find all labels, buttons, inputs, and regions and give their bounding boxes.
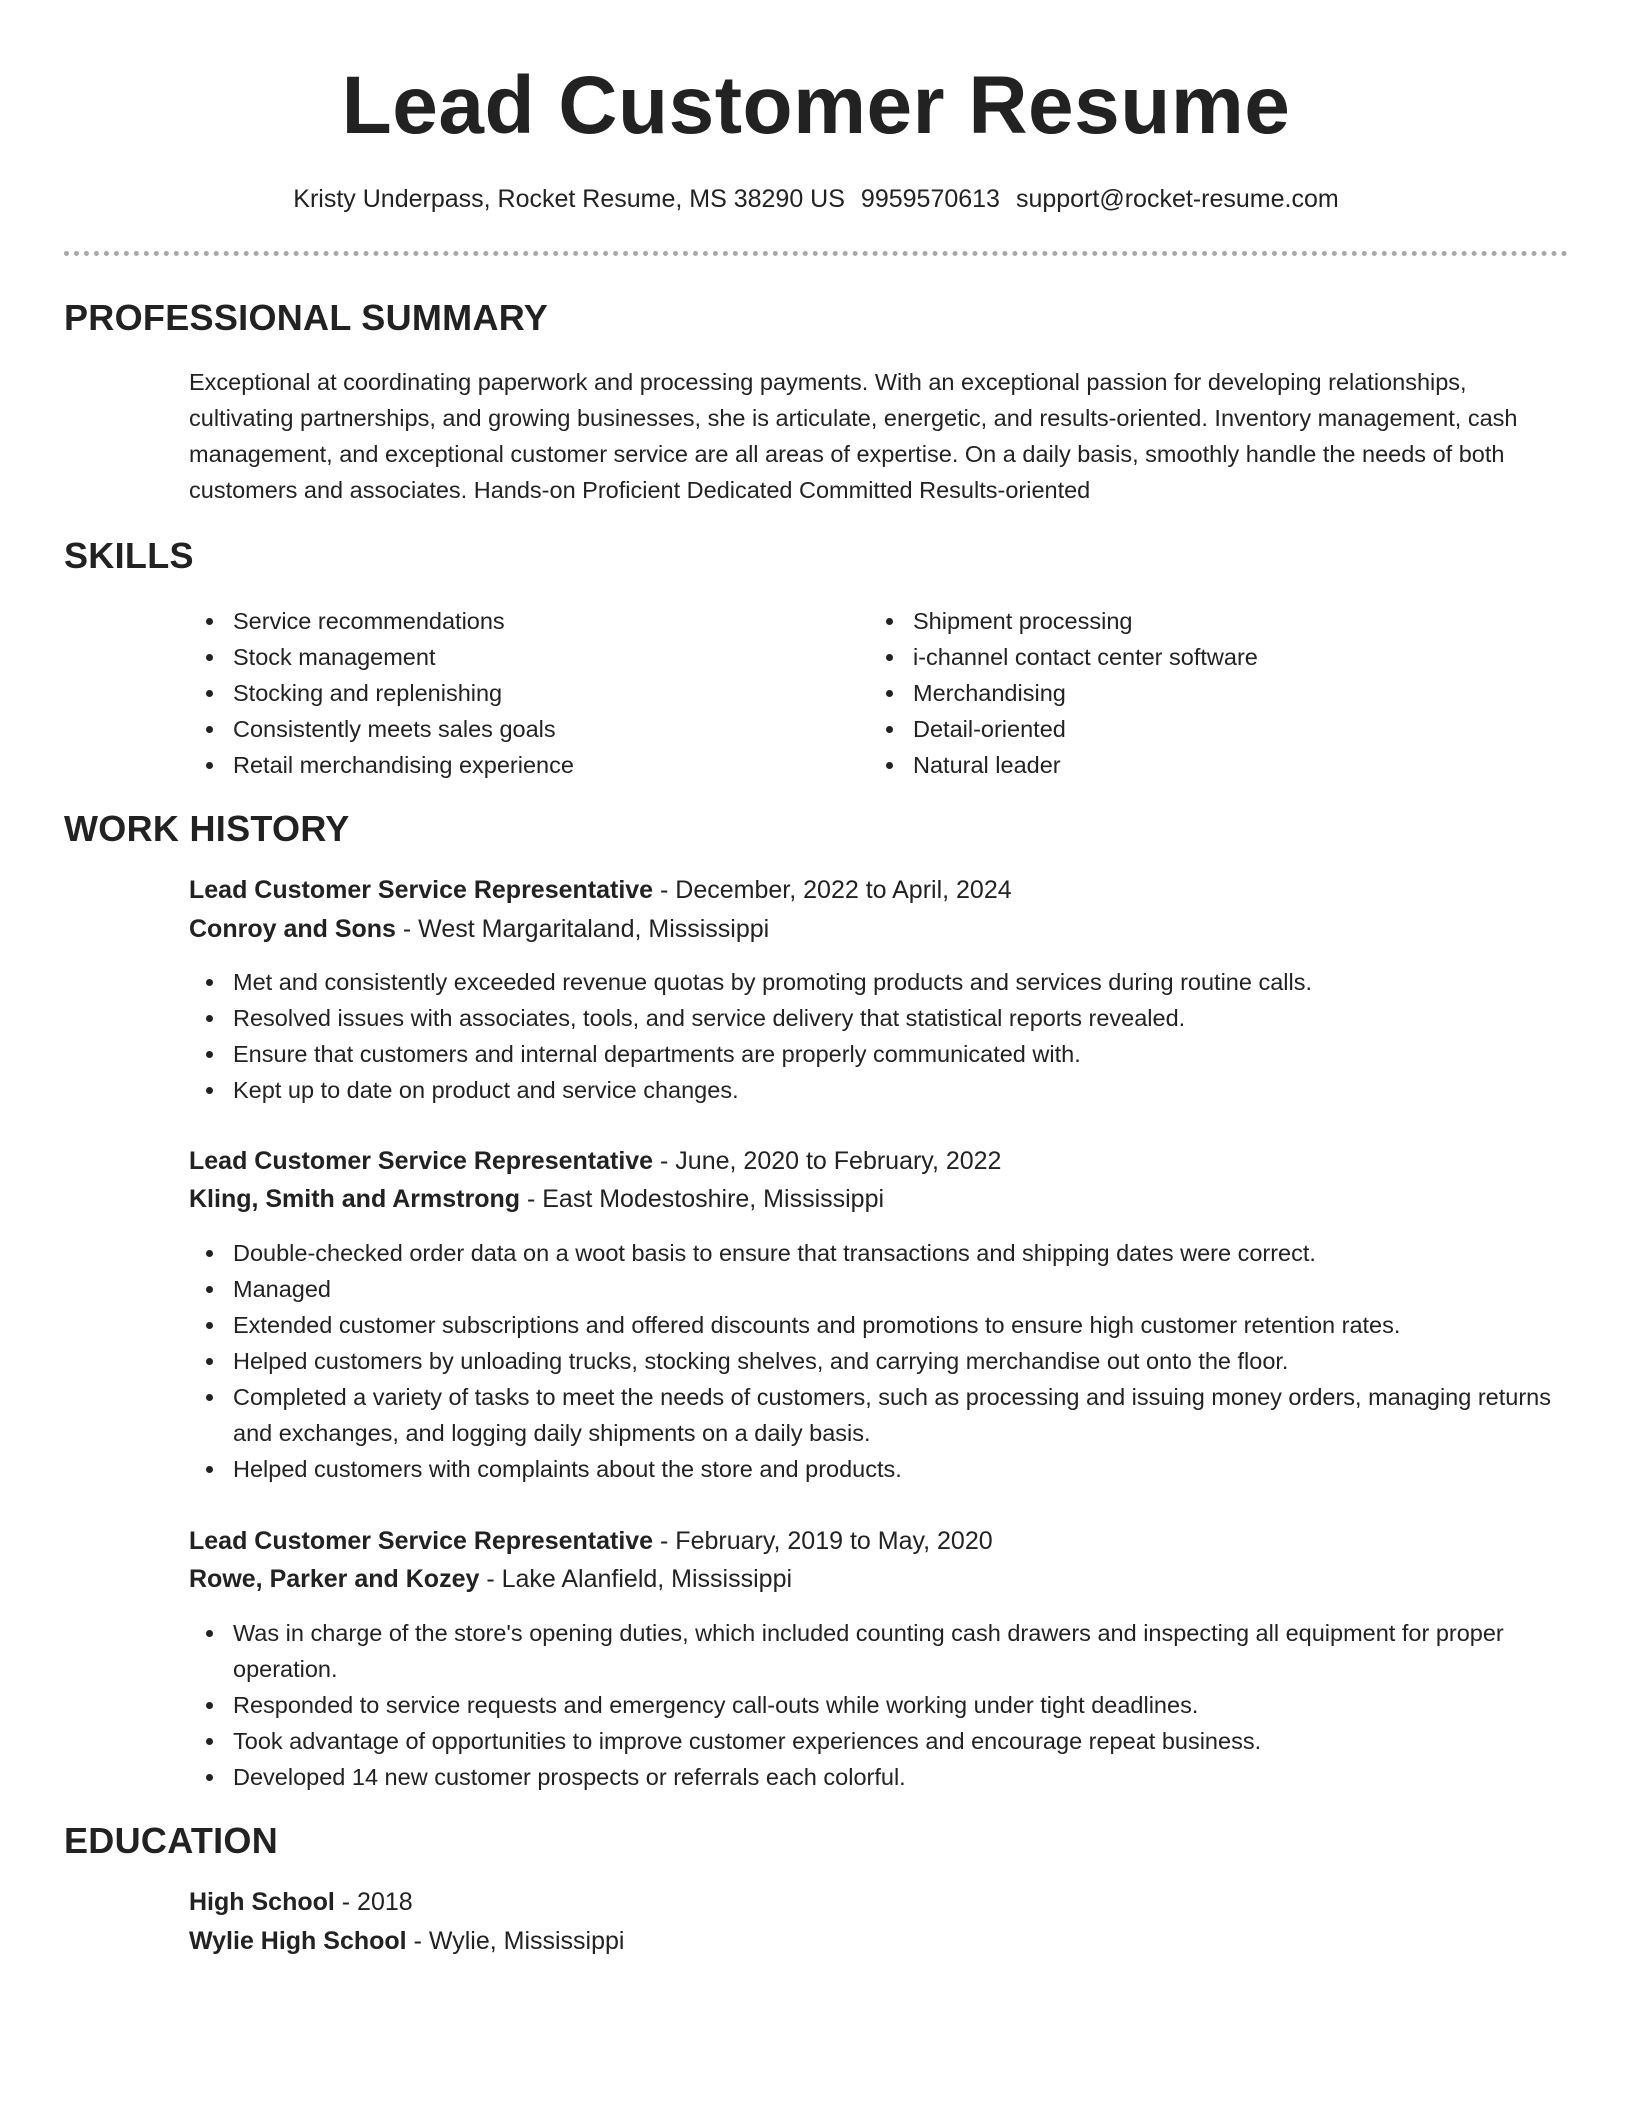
education-school: Wylie High School [189,1927,407,1955]
skills-list-left [189,603,829,783]
job-location: - East Modestoshire, Mississippi [520,1185,885,1213]
job-title: Lead Customer Service Representative [189,1147,654,1175]
skill-item: Merchandising [869,675,1569,711]
job-bullet: Extended customer subscriptions and offered discounts and promotions to ensure high customer retention rates. [189,1307,1569,1343]
skill-item: i-channel contact center software [869,639,1569,675]
job-title: Lead Customer Service Representative [189,876,654,904]
job-company-line [189,1181,884,1217]
skill-item: Consistently meets sales goals [189,711,829,747]
job-bullet: Took advantage of opportunities to improve customer experiences and encourage repeat business. [189,1723,1569,1759]
job-bullets [189,964,1569,1108]
summary-text: Exceptional at coordinating paperwork and processing payments. With an exceptional passion for developing relationships, cultivating partnerships, and growing businesses, she is articulate, energetic, and results-oriented. Inventory management, cash management, and exceptional customer service are all areas of expertise. On a daily basis, smoothly handle the needs of both customers and associates. Hands-on Proficient Dedicated Committed Results-oriented [189,369,1518,503]
skills-list-right [869,603,1569,783]
job-bullets [189,1615,1569,1795]
job-company-line [189,911,769,947]
job-bullet: Ensure that customers and internal departments are properly communicated with. [189,1036,1569,1072]
skill-item: Service recommendations [189,603,829,639]
job-location: - West Margaritaland, Mississippi [395,915,770,943]
skill-item: Stock management [189,639,829,675]
job-title-line [189,1523,993,1559]
skill-item: Shipment processing [869,603,1569,639]
job-bullet: Completed a variety of tasks to meet the needs of customers, such as processing and issuing money orders, managing returns and exchanges, and logging daily shipments on a daily basis. [189,1379,1569,1451]
resume-title: Lead Customer Resume [341,60,1291,151]
job-title: Lead Customer Service Representative [189,1527,654,1555]
job-bullet: Helped customers by unloading trucks, stocking shelves, and carrying merchandise out onto the floor. [189,1343,1569,1379]
education-degree-line [189,1884,413,1920]
skill-item: Stocking and replenishing [189,675,829,711]
contact-line [0,182,1632,216]
education-school-line [189,1923,624,1959]
job-bullet: Resolved issues with associates, tools, and service delivery that statistical reports revealed. [189,1000,1569,1036]
contact-address: Kristy Underpass, Rocket Resume, MS 38290 US [293,185,845,213]
education-location: - Wylie, Mississippi [406,1927,625,1955]
job-company: Kling, Smith and Armstrong [189,1185,521,1213]
job-bullet: Double-checked order data on a woot basis to ensure that transactions and shipping dates were correct. [189,1235,1569,1271]
skill-item: Retail merchandising experience [189,747,829,783]
contact-email: support@rocket-resume.com [1015,185,1339,213]
job-bullet: Helped customers with complaints about the store and products. [189,1451,1569,1487]
job-bullet: Was in charge of the store's opening duties, which included counting cash drawers and inspecting all equipment for proper operation. [189,1615,1569,1687]
job-dates: - February, 2019 to May, 2020 [653,1527,993,1555]
work-history-heading: WORK HISTORY [64,808,350,849]
skills-heading: SKILLS [64,535,194,576]
education-year: - 2018 [334,1888,413,1916]
education-degree: High School [189,1888,335,1916]
job-company-line [189,1561,792,1597]
job-title-line [189,872,1012,908]
job-dates: - June, 2020 to February, 2022 [653,1147,1002,1175]
skill-item: Detail-oriented [869,711,1569,747]
job-bullet: Managed [189,1271,1569,1307]
job-company: Conroy and Sons [189,915,396,943]
header-divider [64,251,1568,256]
job-bullet: Responded to service requests and emergency call-outs while working under tight deadlines. [189,1687,1569,1723]
job-bullet: Met and consistently exceeded revenue quotas by promoting products and services during routine calls. [189,964,1569,1000]
job-company: Rowe, Parker and Kozey [189,1565,480,1593]
job-location: - Lake Alanfield, Mississippi [479,1565,793,1593]
job-bullet: Developed 14 new customer prospects or referrals each colorful. [189,1759,1569,1795]
job-bullets [189,1235,1569,1487]
summary-heading: PROFESSIONAL SUMMARY [64,297,549,338]
contact-phone: 9959570613 [860,185,1000,213]
skill-item: Natural leader [869,747,1569,783]
job-dates: - December, 2022 to April, 2024 [653,876,1012,904]
education-heading: EDUCATION [64,1820,279,1861]
job-title-line [189,1143,1001,1179]
job-bullet: Kept up to date on product and service changes. [189,1072,1569,1108]
